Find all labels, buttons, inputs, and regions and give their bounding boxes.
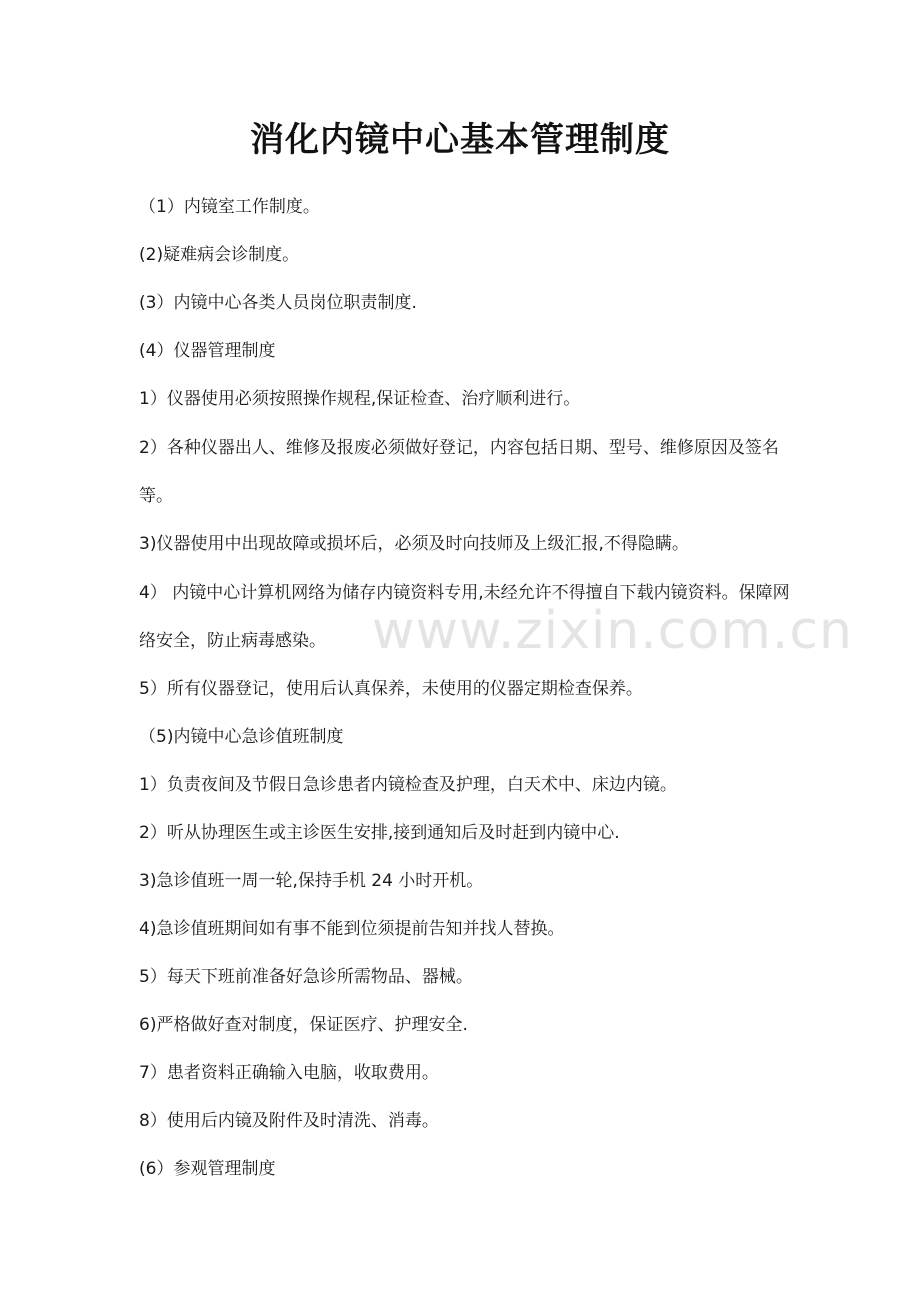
paragraph: 2）各种仪器出人、维修及报废必须做好登记，内容包括日期、型号、维修原因及签名等。	[139, 438, 779, 506]
paragraph: （1）内镜室工作制度。	[139, 197, 320, 217]
paragraph: 3)仪器使用中出现故障或损坏后，必须及时向技师及上级汇报,不得隐瞒。	[139, 534, 689, 554]
paragraph: 8）使用后内镜及附件及时清洗、消毒。	[139, 1111, 439, 1131]
paragraph: (6）参观管理制度	[139, 1159, 276, 1179]
paragraph: 4)急诊值班期间如有事不能到位须提前告知并找人替换。	[139, 919, 565, 939]
paragraph: 4） 内镜中心计算机网络为储存内镜资料专用,未经允许不得擅自下载内镜资料。保障网络安全，防止病毒感染。	[139, 583, 790, 651]
document-body	[139, 193, 799, 1203]
paragraph: 5）所有仪器登记，使用后认真保养，未使用的仪器定期检查保养。	[139, 679, 643, 699]
paragraph: （5)内镜中心急诊值班制度	[139, 727, 344, 747]
paragraph: 6)严格做好查对制度，保证医疗、护理安全.	[139, 1015, 468, 1035]
document-title: 消化内镜中心基本管理制度	[250, 120, 670, 160]
paragraph: (2)疑难病会诊制度。	[139, 245, 300, 265]
paragraph: 3)急诊值班一周一轮,保持手机 24 小时开机。	[139, 871, 484, 891]
paragraph: 1）仪器使用必须按照操作规程,保证检查、治疗顺利进行。	[139, 389, 581, 409]
paragraph: 2）听从协理医生或主诊医生安排,接到通知后及时赶到内镜中心.	[139, 823, 620, 843]
paragraph: 7）患者资料正确输入电脑，收取费用。	[139, 1063, 439, 1083]
paragraph: (3）内镜中心各类人员岗位职责制度.	[139, 293, 417, 313]
watermark: www.zixin.com.cn	[372, 601, 853, 661]
paragraph: (4）仪器管理制度	[139, 341, 276, 361]
paragraph: 1）负责夜间及节假日急诊患者内镜检查及护理，白天术中、床边内镜。	[139, 775, 677, 795]
paragraph: 5）每天下班前准备好急诊所需物品、器械。	[139, 967, 473, 987]
